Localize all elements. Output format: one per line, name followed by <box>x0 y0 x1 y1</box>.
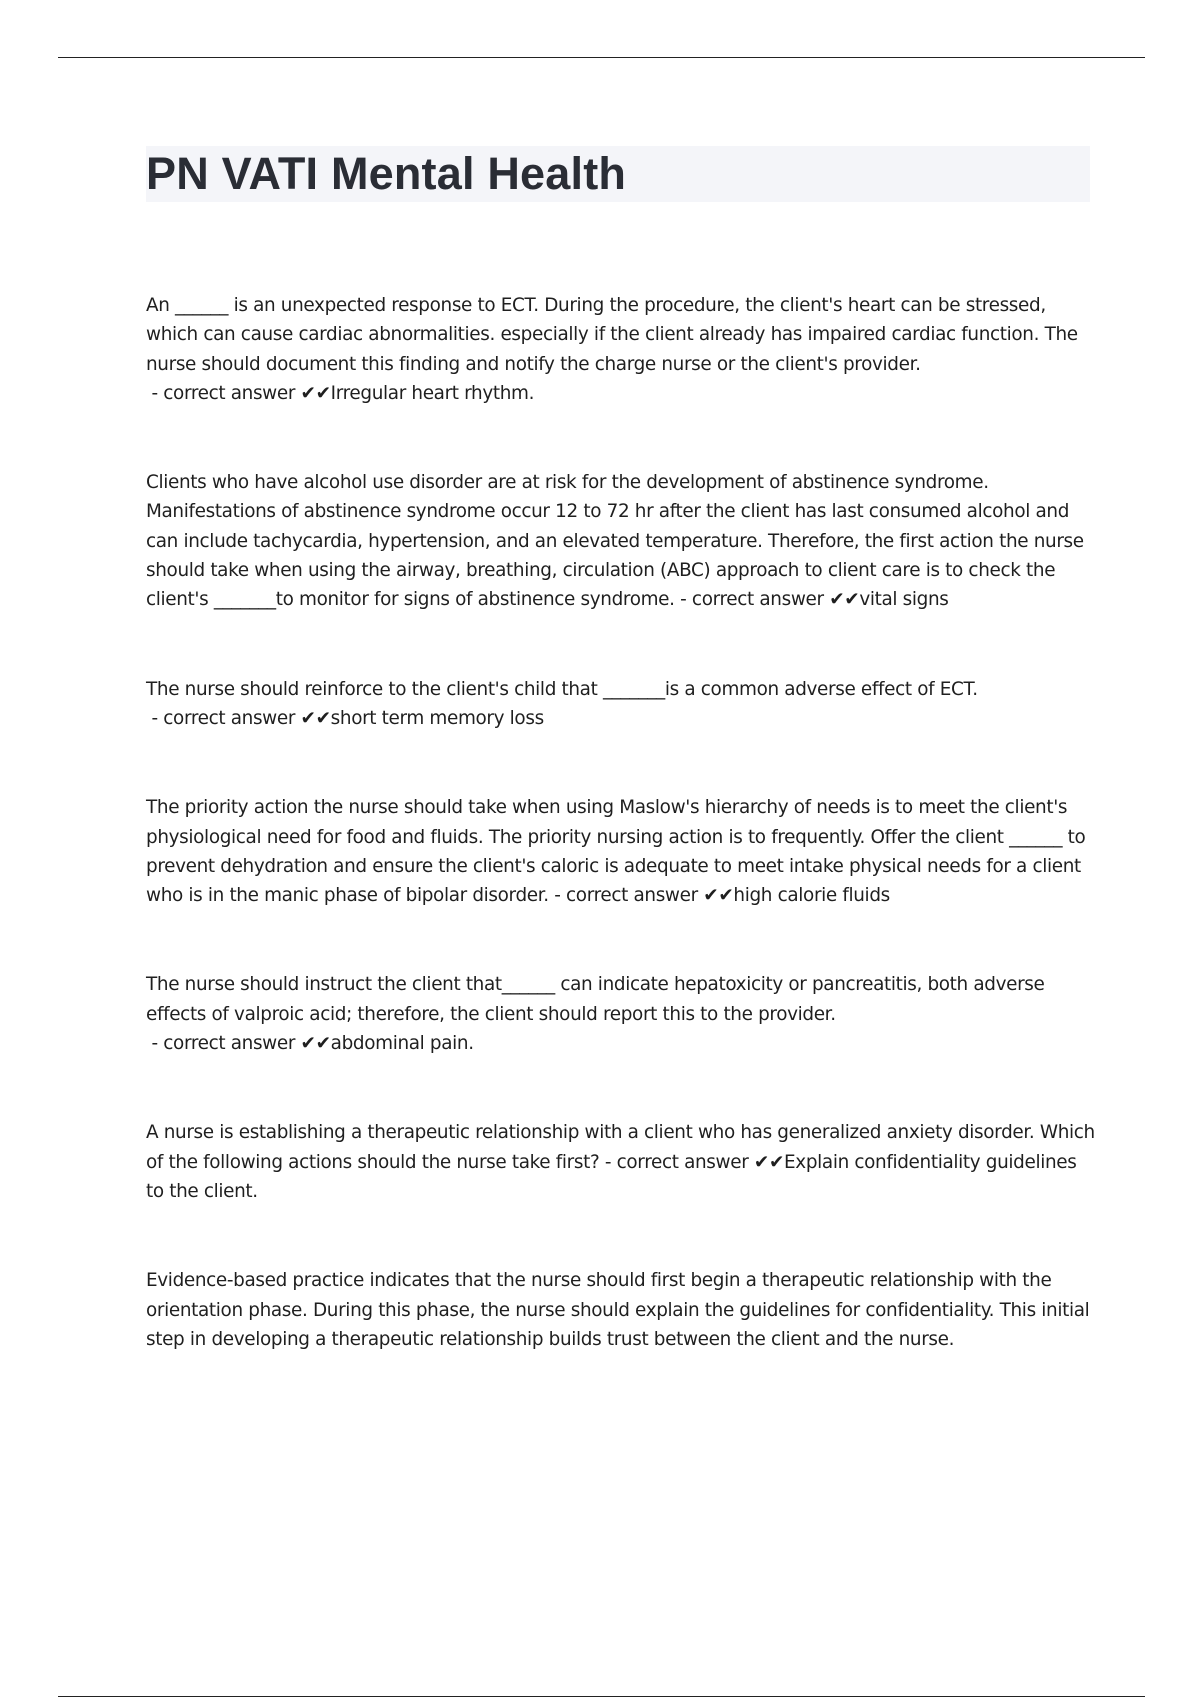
question-text: The nurse should reinforce to the client's child that _______is a common adverse effect of ECT. <box>146 678 978 700</box>
qa-item <box>146 291 1096 408</box>
answer-marker: - correct answer ✔✔ <box>599 1151 785 1173</box>
answer-text: Irregular heart rhythm. <box>330 382 535 404</box>
document-body <box>146 291 1096 1414</box>
answer-text: vital signs <box>859 589 949 611</box>
qa-item <box>146 970 1096 1058</box>
answer-text: high calorie fluids <box>733 885 890 907</box>
question-text: An ______ is an unexpected response to ECT. During the procedure, the client's heart can be stressed, which can cause cardiac abnormalities. especially if the client already has impaired cardiac function. The nurse should document this finding and notify the charge nurse or the client's provider. <box>146 295 1078 375</box>
answer-marker: - correct answer ✔✔ <box>674 589 860 611</box>
question-text: A nurse is establishing a therapeutic relationship with a client who has generalized anxiety disorder. Which of the following actions should the nurse take first? <box>146 1122 1095 1173</box>
qa-item <box>146 675 1096 734</box>
answer-marker: - correct answer ✔✔ <box>146 707 331 729</box>
qa-item <box>146 793 1096 910</box>
question-text: The priority action the nurse should take when using Maslow's hierarchy of needs is to meet the client's physiological need for food and fluids. The priority nursing action is to frequently. Offer the client ______ to prevent dehydration and ensure the client's caloric is adequate to meet intake physical needs for a client who is in the manic phase of bipolar disorder. <box>146 797 1086 907</box>
document-title: PN VATI Mental Health <box>146 148 627 199</box>
question-text: Clients who have alcohol use disorder are at risk for the development of abstinence syndrome. Manifestations of abstinence syndrome occur 12 to 72 hr after the client has last consumed alcohol and can include tachycardia, hypertension, and an elevated temperature. Therefore, the first action the nurse should take when using the airway, breathing, circulation (ABC) approach to client care is to check the client's _______to monitor for signs of abstinence syndrome. <box>146 472 1084 611</box>
qa-item <box>146 1118 1096 1206</box>
answer-marker: - correct answer ✔✔ <box>548 885 734 907</box>
top-rule <box>58 57 1145 58</box>
answer-text: abdominal pain. <box>330 1033 474 1055</box>
bottom-rule <box>58 1696 1145 1697</box>
question-text: The nurse should instruct the client that______ can indicate hepatoxicity or pancreatitis, both adverse effects of valproic acid; therefore, the client should report this to the provider. <box>146 974 1045 1025</box>
answer-text: Explain confidentiality guidelines to the client. <box>146 1151 1077 1202</box>
qa-item <box>146 468 1096 614</box>
closing-paragraph: Evidence-based practice indicates that the nurse should first begin a therapeutic relationship with the orientation phase. During this phase, the nurse should explain the guidelines for confidentiality. This initial step in developing a therapeutic relationship builds trust between the client and the nurse. <box>146 1270 1090 1350</box>
answer-text: short term memory loss <box>330 707 544 729</box>
answer-marker: - correct answer ✔✔ <box>146 1033 331 1055</box>
answer-marker: - correct answer ✔✔ <box>146 382 331 404</box>
